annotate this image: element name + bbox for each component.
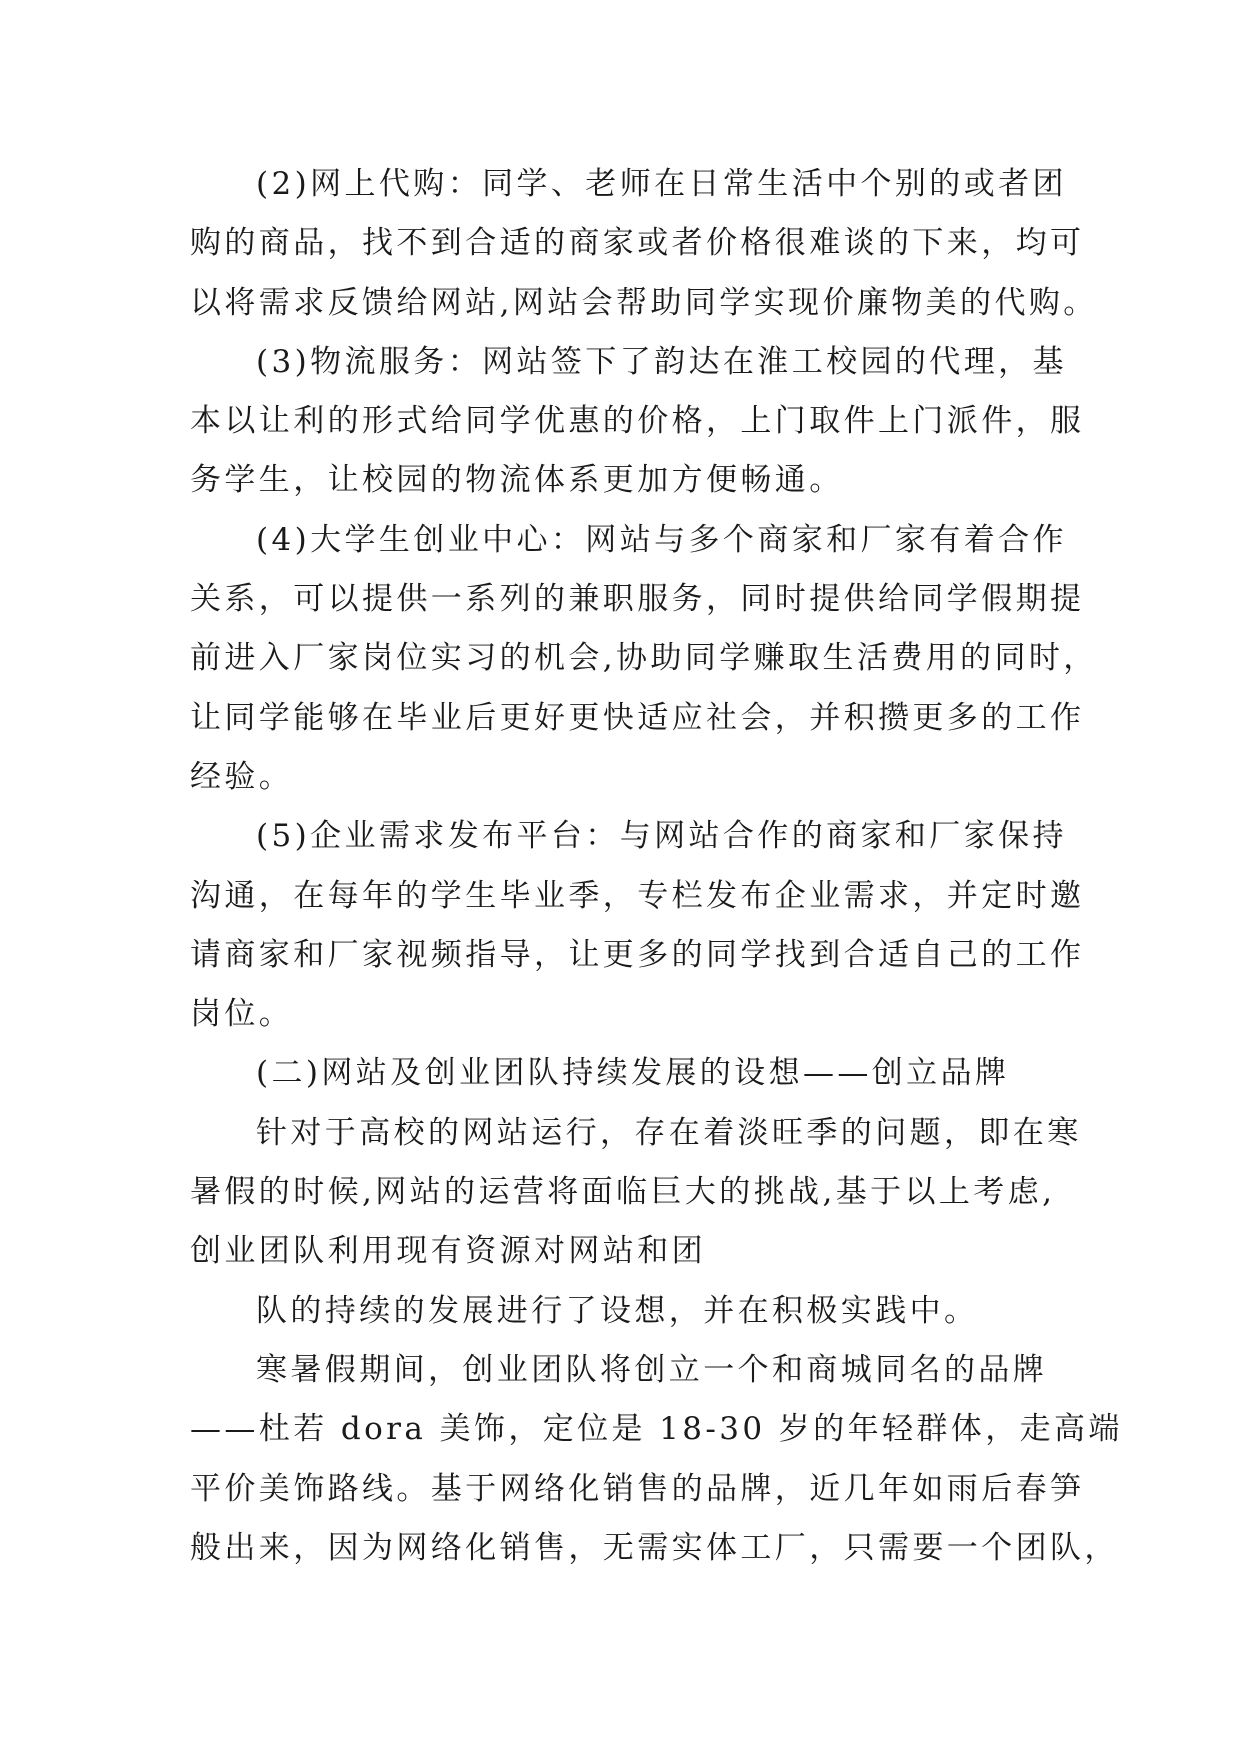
text-line: 针对于高校的网站运行，存在着淡旺季的问题，即在寒 [256,1114,1082,1151]
text-line: 前进入厂家岗位实习的机会,协助同学赚取生活费用的同时， [190,640,1098,677]
text-line: 创业团队利用现有资源对网站和团 [190,1233,706,1270]
body-text [190,155,1123,1578]
text-line: 请商家和厂家视频指导，让更多的同学找到合适自己的工作 [190,936,1085,973]
text-line: 寒暑假期间，创业团队将创立一个和商城同名的品牌 [256,1351,1048,1388]
text-line: 让同学能够在毕业后更好更快适应社会，并积攒更多的工作 [190,699,1085,736]
section-heading: (二)网站及创业团队持续发展的设想——创立品牌 [256,1055,1010,1092]
text-line: 关系，可以提供一系列的兼职服务，同时提供给同学假期提 [190,581,1085,618]
text-line: 队的持续的发展进行了设想，并在积极实践中。 [256,1292,979,1329]
text-line: (2)网上代购：同学、老师在日常生活中个别的或者团 [256,166,1067,202]
text-line: (3)物流服务：网站签下了韵达在淮工校园的代理，基 [256,343,1067,380]
text-line: 岗位。 [190,996,294,1033]
text-line: (5)企业需求发布平台：与网站合作的商家和厂家保持 [256,818,1067,855]
text-line: 沟通，在每年的学生毕业季，专栏发布企业需求，并定时邀 [190,877,1085,914]
text-line: 务学生，让校园的物流体系更加方便畅通。 [190,462,844,499]
text-line: 暑假的时候,网站的运营将面临巨大的挑战,基于以上考虑, [190,1174,1056,1211]
text-line: 经验。 [190,758,294,795]
text-line: 平价美饰路线。基于网络化销售的品牌，近几年如雨后春笋 [190,1470,1085,1507]
text-line: 以将需求反馈给网站,网站会帮助同学实现价廉物美的代购。 [190,284,1098,321]
text-line: 购的商品，找不到合适的商家或者价格很难谈的下来，均可 [190,225,1085,262]
text-line: 般出来，因为网络化销售，无需实体工厂，只需要一个团队， [190,1529,1119,1566]
text-line: 本以让利的形式给同学优惠的价格，上门取件上门派件，服 [190,403,1085,440]
text-line: ——杜若 dora 美饰，定位是 18-30 岁的年轻群体，走高端 [190,1411,1123,1448]
text-line: (4)大学生创业中心：网站与多个商家和厂家有着合作 [256,521,1067,558]
